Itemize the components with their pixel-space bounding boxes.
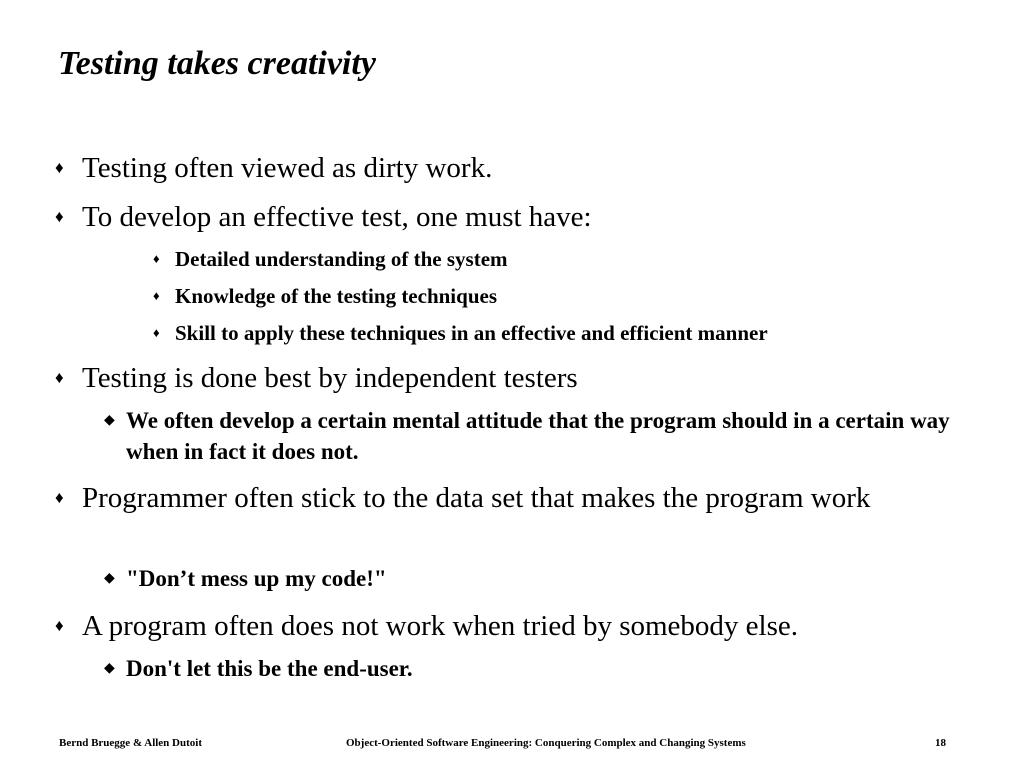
diamond-bullet-icon: ♦ bbox=[153, 325, 160, 340]
sub-bullet-text: "Don’t mess up my code!" bbox=[126, 566, 387, 591]
bullet-item bbox=[55, 608, 962, 644]
small-diamond-bullet-icon: ◆ bbox=[104, 571, 115, 586]
bullet-text: Testing is done best by independent testers bbox=[82, 362, 578, 394]
footer-authors: Bernd Bruegge & Allen Dutoit bbox=[59, 737, 202, 749]
bullet-item bbox=[55, 480, 962, 516]
bullet-text: Programmer often stick to the data set that makes the program work bbox=[82, 482, 871, 514]
sub-bullet-item bbox=[104, 653, 966, 684]
bullet-text: To develop an effective test, one must have: bbox=[82, 201, 592, 233]
footer-page-number: 18 bbox=[935, 737, 946, 749]
sub-bullet-item bbox=[153, 320, 768, 346]
diamond-bullet-icon: ♦ bbox=[153, 251, 160, 266]
bullet-text: Testing often viewed as dirty work. bbox=[82, 152, 493, 184]
diamond-bullet-icon: ♦ bbox=[153, 288, 160, 303]
diamond-bullet-icon: ♦ bbox=[55, 368, 64, 387]
diamond-bullet-icon: ♦ bbox=[55, 207, 64, 226]
bullet-item bbox=[55, 199, 962, 235]
sub-bullet-item bbox=[153, 246, 508, 272]
small-diamond-bullet-icon: ◆ bbox=[104, 661, 115, 676]
footer-book-title: Object-Oriented Software Engineering: Conquering Complex and Changing Systems bbox=[346, 737, 746, 749]
sub-bullet-item bbox=[104, 405, 966, 467]
diamond-bullet-icon: ♦ bbox=[55, 616, 64, 635]
sub-bullet-text: Don't let this be the end-user. bbox=[126, 656, 413, 681]
sub-bullet-text: Skill to apply these techniques in an effective and efficient manner bbox=[175, 321, 768, 345]
sub-bullet-text: We often develop a certain mental attitude that the program should in a certain way when in fact it does not. bbox=[126, 408, 950, 464]
bullet-item bbox=[55, 150, 962, 186]
sub-bullet-text: Knowledge of the testing techniques bbox=[175, 284, 497, 308]
diamond-bullet-icon: ♦ bbox=[55, 488, 64, 507]
sub-bullet-item bbox=[104, 563, 966, 594]
bullet-item bbox=[55, 360, 962, 396]
small-diamond-bullet-icon: ◆ bbox=[104, 413, 115, 428]
diamond-bullet-icon: ♦ bbox=[55, 158, 64, 177]
bullet-text: A program often does not work when tried by somebody else. bbox=[82, 610, 798, 642]
sub-bullet-item bbox=[153, 283, 497, 309]
sub-bullet-text: Detailed understanding of the system bbox=[175, 247, 508, 271]
slide-title: Testing takes creativity bbox=[58, 45, 376, 82]
